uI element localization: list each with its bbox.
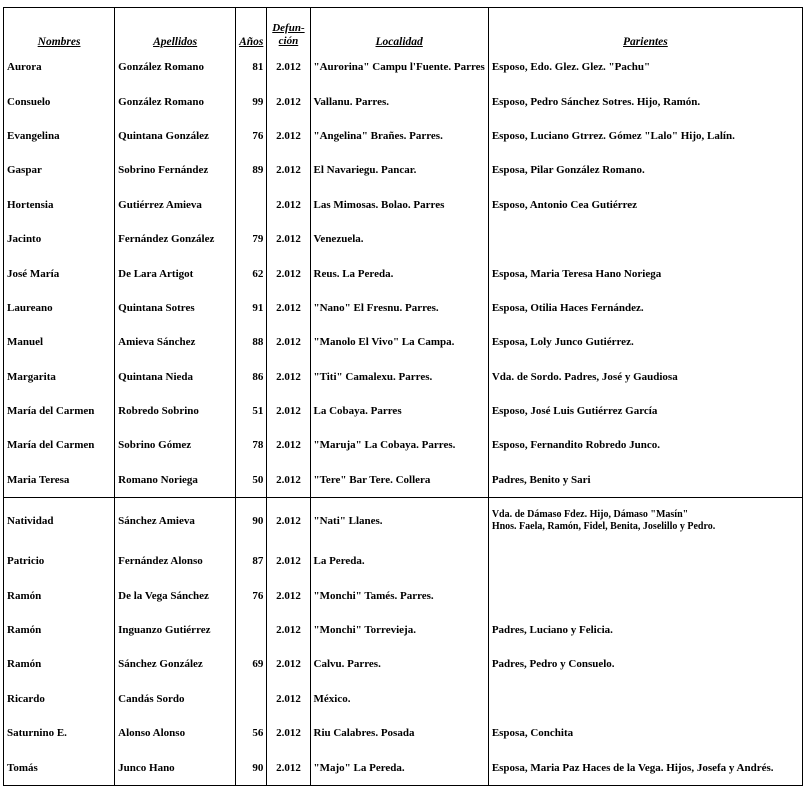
table-row xyxy=(4,716,803,750)
cell-parientes xyxy=(488,222,802,256)
cell-nombre: Jacinto xyxy=(4,222,115,256)
table-row xyxy=(4,188,803,222)
cell-parientes xyxy=(488,544,802,578)
cell-nombre: Consuelo xyxy=(4,84,115,118)
cell-parientes: Padres, Luciano y Felicia. xyxy=(488,613,802,647)
table-row xyxy=(4,360,803,394)
cell-localidad: Riu Calabres. Posada xyxy=(310,716,488,750)
cell-parientes: Esposa, Loly Junco Gutiérrez. xyxy=(488,325,802,359)
cell-anos: 89 xyxy=(236,153,267,187)
cell-localidad: "Aurorina" Campu l'Fuente. Parres xyxy=(310,50,488,84)
cell-defuncion: 2.012 xyxy=(267,463,310,498)
table-row xyxy=(4,256,803,290)
cell-parientes: Esposa, Otilia Haces Fernández. xyxy=(488,291,802,325)
cell-defuncion: 2.012 xyxy=(267,50,310,84)
cell-localidad: "Monchi" Tamés. Parres. xyxy=(310,578,488,612)
header-row xyxy=(4,8,803,51)
cell-localidad: Las Mimosas. Bolao. Parres xyxy=(310,188,488,222)
table-row xyxy=(4,578,803,612)
cell-apellidos: Junco Hano xyxy=(115,750,236,785)
cell-anos: 51 xyxy=(236,394,267,428)
table-row xyxy=(4,325,803,359)
header-anos: Años xyxy=(236,8,267,51)
cell-localidad: "Nati" Llanes. xyxy=(310,498,488,545)
cell-defuncion: 2.012 xyxy=(267,256,310,290)
cell-parientes: Esposo, José Luis Gutiérrez García xyxy=(488,394,802,428)
cell-anos xyxy=(236,188,267,222)
header-apellidos: Apellidos xyxy=(115,8,236,51)
cell-apellidos: Fernández González xyxy=(115,222,236,256)
cell-defuncion: 2.012 xyxy=(267,647,310,681)
cell-parientes: Esposo, Fernandito Robredo Junco. xyxy=(488,428,802,462)
cell-defuncion: 2.012 xyxy=(267,153,310,187)
cell-defuncion: 2.012 xyxy=(267,188,310,222)
cell-nombre: Aurora xyxy=(4,50,115,84)
cell-defuncion: 2.012 xyxy=(267,428,310,462)
cell-nombre: Gaspar xyxy=(4,153,115,187)
cell-parientes: Esposo, Edo. Glez. Glez. "Pachu" xyxy=(488,50,802,84)
cell-anos: 99 xyxy=(236,84,267,118)
cell-defuncion: 2.012 xyxy=(267,750,310,785)
cell-anos: 87 xyxy=(236,544,267,578)
cell-apellidos: Amieva Sánchez xyxy=(115,325,236,359)
table-row xyxy=(4,463,803,498)
header-parientes: Parientes xyxy=(488,8,802,51)
cell-nombre: Evangelina xyxy=(4,119,115,153)
header-defuncion-line2: ción xyxy=(278,35,299,47)
cell-parientes: Esposo, Luciano Gtrrez. Gómez "Lalo" Hijo, Lalín. xyxy=(488,119,802,153)
table-row xyxy=(4,153,803,187)
cell-defuncion: 2.012 xyxy=(267,222,310,256)
cell-anos: 88 xyxy=(236,325,267,359)
cell-parientes xyxy=(488,682,802,716)
cell-parientes: Esposa, Pilar González Romano. xyxy=(488,153,802,187)
cell-localidad: Vallanu. Parres. xyxy=(310,84,488,118)
table-row xyxy=(4,613,803,647)
cell-anos: 91 xyxy=(236,291,267,325)
cell-parientes: Padres, Benito y Sari xyxy=(488,463,802,498)
cell-apellidos: Robredo Sobrino xyxy=(115,394,236,428)
cell-anos: 90 xyxy=(236,498,267,545)
header-defuncion-line1: Defun- xyxy=(272,22,305,34)
cell-nombre: Maria Teresa xyxy=(4,463,115,498)
obituary-table xyxy=(3,7,803,786)
table-row xyxy=(4,119,803,153)
cell-localidad: México. xyxy=(310,682,488,716)
table-row xyxy=(4,682,803,716)
table-body xyxy=(4,50,803,785)
cell-anos: 78 xyxy=(236,428,267,462)
cell-anos xyxy=(236,682,267,716)
table-row xyxy=(4,428,803,462)
cell-anos: 50 xyxy=(236,463,267,498)
cell-anos: 56 xyxy=(236,716,267,750)
cell-apellidos: De la Vega Sánchez xyxy=(115,578,236,612)
cell-apellidos: De Lara Artigot xyxy=(115,256,236,290)
cell-anos: 86 xyxy=(236,360,267,394)
cell-defuncion: 2.012 xyxy=(267,716,310,750)
cell-anos: 79 xyxy=(236,222,267,256)
cell-defuncion: 2.012 xyxy=(267,325,310,359)
cell-localidad: "Tere" Bar Tere. Collera xyxy=(310,463,488,498)
cell-localidad: "Monchi" Torrevieja. xyxy=(310,613,488,647)
table-row xyxy=(4,50,803,84)
cell-parientes: Esposo, Antonio Cea Gutiérrez xyxy=(488,188,802,222)
cell-parientes-line: Vda. de Dámaso Fdez. Hijo, Dámaso "Masín" xyxy=(491,509,689,521)
cell-localidad: El Navariegu. Pancar. xyxy=(310,153,488,187)
cell-apellidos: Quintana Sotres xyxy=(115,291,236,325)
cell-defuncion: 2.012 xyxy=(267,498,310,545)
cell-localidad: "Titi" Camalexu. Parres. xyxy=(310,360,488,394)
cell-apellidos: Quintana González xyxy=(115,119,236,153)
table-row xyxy=(4,84,803,118)
cell-anos: 90 xyxy=(236,750,267,785)
cell-defuncion: 2.012 xyxy=(267,613,310,647)
table-row xyxy=(4,394,803,428)
cell-localidad: Reus. La Pereda. xyxy=(310,256,488,290)
cell-nombre: Laureano xyxy=(4,291,115,325)
cell-defuncion: 2.012 xyxy=(267,119,310,153)
cell-defuncion: 2.012 xyxy=(267,394,310,428)
table-row xyxy=(4,291,803,325)
cell-parientes: Esposa, Maria Teresa Hano Noriega xyxy=(488,256,802,290)
cell-parientes: Esposa, Conchita xyxy=(488,716,802,750)
table-row xyxy=(4,544,803,578)
cell-anos xyxy=(236,613,267,647)
header-defuncion xyxy=(267,8,310,51)
cell-nombre: Margarita xyxy=(4,360,115,394)
header-localidad: Localidad xyxy=(310,8,488,51)
cell-parientes xyxy=(488,578,802,612)
cell-anos: 76 xyxy=(236,578,267,612)
cell-nombre: Ramón xyxy=(4,578,115,612)
cell-apellidos: González Romano xyxy=(115,84,236,118)
cell-nombre: Natividad xyxy=(4,498,115,545)
cell-localidad: La Pereda. xyxy=(310,544,488,578)
cell-nombre: Ricardo xyxy=(4,682,115,716)
cell-defuncion: 2.012 xyxy=(267,544,310,578)
cell-apellidos: Gutiérrez Amieva xyxy=(115,188,236,222)
cell-nombre: José María xyxy=(4,256,115,290)
header-nombres: Nombres xyxy=(4,8,115,51)
table-row xyxy=(4,222,803,256)
cell-defuncion: 2.012 xyxy=(267,291,310,325)
table-header xyxy=(4,8,803,51)
cell-apellidos: Inguanzo Gutiérrez xyxy=(115,613,236,647)
cell-apellidos: González Romano xyxy=(115,50,236,84)
table-row xyxy=(4,498,803,545)
cell-apellidos: Fernández Alonso xyxy=(115,544,236,578)
cell-apellidos: Sánchez González xyxy=(115,647,236,681)
cell-apellidos: Sobrino Fernández xyxy=(115,153,236,187)
cell-anos: 69 xyxy=(236,647,267,681)
cell-nombre: María del Carmen xyxy=(4,394,115,428)
cell-nombre: Patricio xyxy=(4,544,115,578)
cell-apellidos: Sánchez Amieva xyxy=(115,498,236,545)
cell-apellidos: Quintana Nieda xyxy=(115,360,236,394)
cell-defuncion: 2.012 xyxy=(267,84,310,118)
cell-anos: 76 xyxy=(236,119,267,153)
cell-parientes: Padres, Pedro y Consuelo. xyxy=(488,647,802,681)
cell-parientes: Esposo, Pedro Sánchez Sotres. Hijo, Ramón. xyxy=(488,84,802,118)
cell-nombre: Hortensia xyxy=(4,188,115,222)
cell-localidad: La Cobaya. Parres xyxy=(310,394,488,428)
cell-localidad: Venezuela. xyxy=(310,222,488,256)
cell-nombre: Tomás xyxy=(4,750,115,785)
cell-defuncion: 2.012 xyxy=(267,682,310,716)
cell-apellidos: Sobrino Gómez xyxy=(115,428,236,462)
cell-nombre: Saturnino E. xyxy=(4,716,115,750)
cell-anos: 62 xyxy=(236,256,267,290)
cell-parientes-line: Hnos. Faela, Ramón, Fidel, Benita, Joselillo y Pedro. xyxy=(491,521,716,533)
cell-nombre: Manuel xyxy=(4,325,115,359)
cell-parientes: Vda. de Sordo. Padres, José y Gaudiosa xyxy=(488,360,802,394)
cell-apellidos: Romano Noriega xyxy=(115,463,236,498)
cell-nombre: Ramón xyxy=(4,647,115,681)
cell-anos: 81 xyxy=(236,50,267,84)
cell-apellidos: Candás Sordo xyxy=(115,682,236,716)
cell-parientes: Esposa, Maria Paz Haces de la Vega. Hijos, Josefa y Andrés. xyxy=(488,750,802,785)
cell-localidad: "Nano" El Fresnu. Parres. xyxy=(310,291,488,325)
cell-apellidos: Alonso Alonso xyxy=(115,716,236,750)
cell-localidad: "Manolo El Vivo" La Campa. xyxy=(310,325,488,359)
cell-parientes xyxy=(488,498,802,545)
cell-defuncion: 2.012 xyxy=(267,578,310,612)
cell-defuncion: 2.012 xyxy=(267,360,310,394)
cell-localidad: "Maruja" La Cobaya. Parres. xyxy=(310,428,488,462)
cell-nombre: María del Carmen xyxy=(4,428,115,462)
cell-nombre: Ramón xyxy=(4,613,115,647)
cell-localidad: "Angelina" Brañes. Parres. xyxy=(310,119,488,153)
cell-localidad: Calvu. Parres. xyxy=(310,647,488,681)
table-row xyxy=(4,647,803,681)
cell-localidad: "Majo" La Pereda. xyxy=(310,750,488,785)
